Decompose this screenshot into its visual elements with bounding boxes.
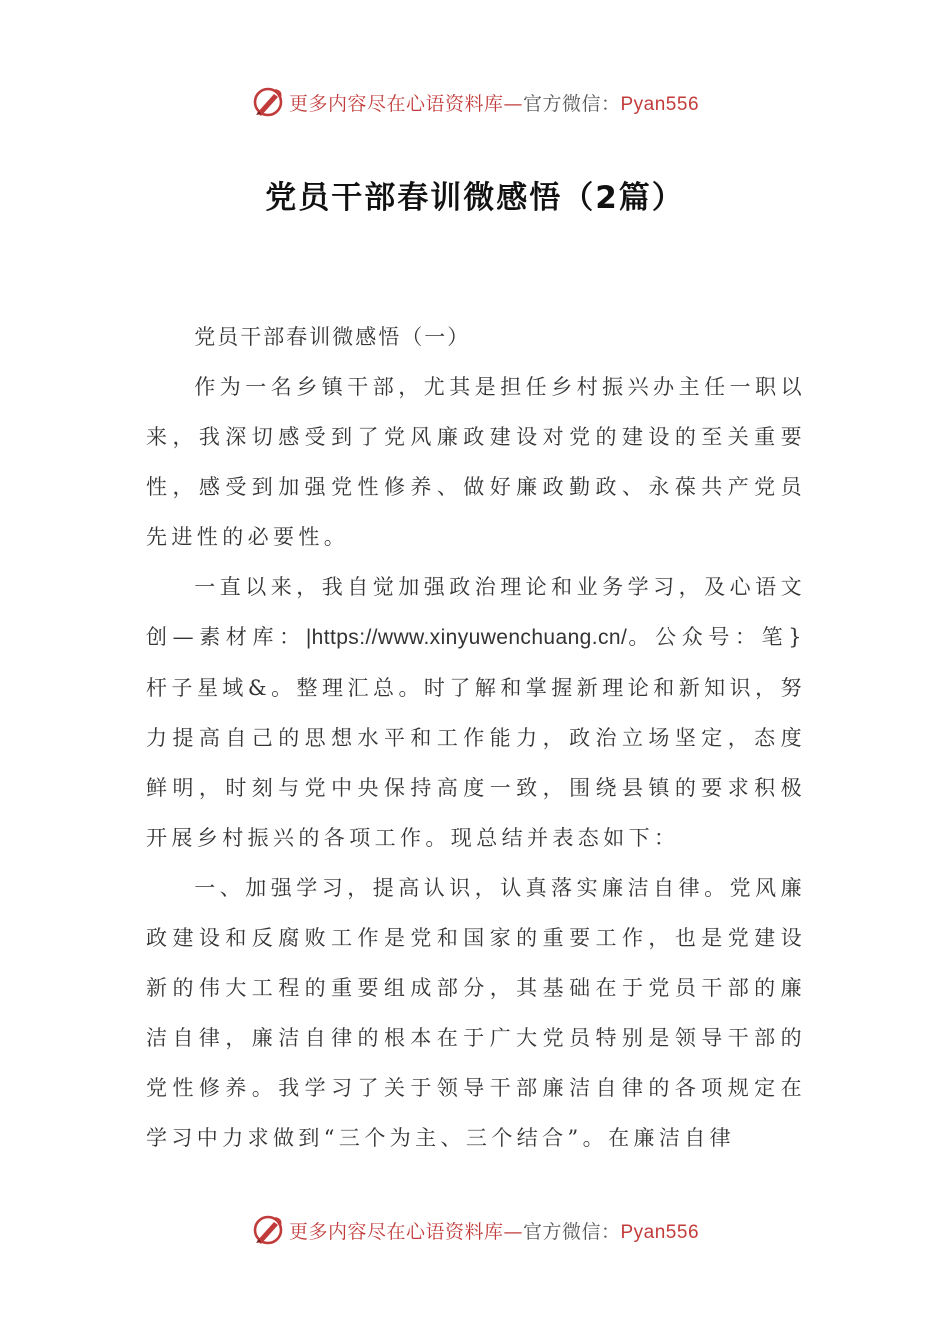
header-banner [0, 82, 950, 122]
pen-circle-logo-icon [251, 1213, 285, 1247]
banner-text: 更多内容尽在心语资料库—官方微信：Pyan556 [288, 92, 700, 115]
url-text: |https://www.xinyuwenchuang.cn/ [305, 626, 628, 649]
pen-circle-logo-icon [251, 85, 285, 119]
paragraph-3: 一、加强学习，提高认识，认真落实廉洁自律。党风廉政建设和反腐败工作是党和国家的重要工作，也是党建设新的伟大工程的重要组成部分，其基础在于党员干部的廉洁自律，廉洁自律的根本在于广大党员特别是领导干部的党性修养。我学习了关于领导干部廉洁自律的各项规定在学习中力求做到“三个为主、三个结合”。在廉洁自律 [146, 876, 806, 1150]
document-title: 党员干部春训微感悟（2篇） [265, 180, 685, 216]
banner-text: 更多内容尽在心语资料库—官方微信：Pyan556 [288, 1220, 700, 1243]
section-subtitle: 党员干部春训微感悟（一） [194, 325, 471, 349]
paragraph-2: 一直以来，我自觉加强政治理论和业务学习，及心语文创—素材库：|https://www.xinyuwenchuang.cn/。公众号：笔}杆子星域&。整理汇总。时了解和掌握新理论和新知识，努力提高自己的思想水平和工作能力，政治立场坚定，态度鲜明，时刻与党中央保持高度一致，围绕县镇的要求积极开展乡村振兴的各项工作。现总结并表态如下： [146, 575, 806, 850]
footer-banner [0, 1210, 950, 1250]
paragraph-1: 作为一名乡镇干部，尤其是担任乡村振兴办主任一职以来，我深切感受到了党风廉政建设对党的建设的至关重要性，感受到加强党性修养、做好廉政勤政、永葆共产党员先进性的必要性。 [146, 375, 806, 549]
document-body [146, 312, 806, 1163]
